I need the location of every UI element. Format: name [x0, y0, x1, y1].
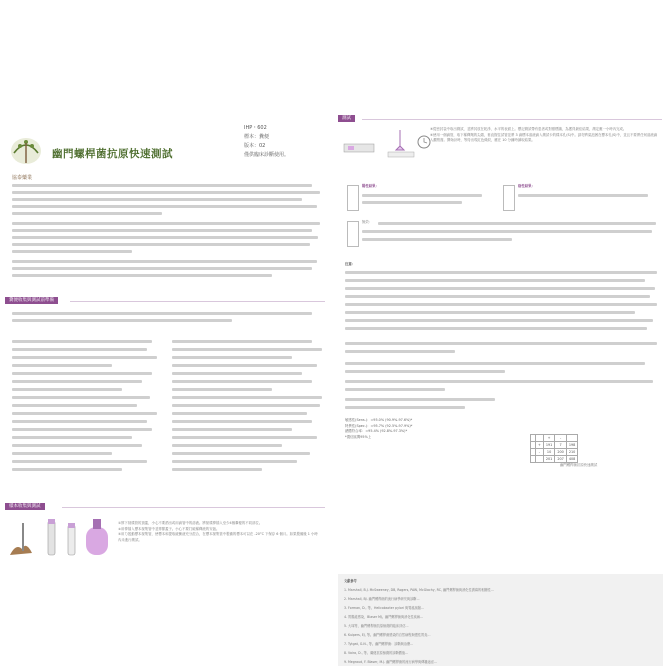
- positive-result-label: 陽性結果：: [362, 184, 379, 188]
- bullet-line: [12, 436, 132, 439]
- bullet-line: [12, 420, 147, 423]
- bullet-line: [12, 452, 112, 455]
- text-line: [12, 250, 132, 253]
- text-line: [345, 350, 455, 353]
- text-line: [362, 194, 482, 197]
- text-line: [345, 303, 657, 306]
- table-cell: 198: [566, 442, 577, 449]
- right-page: [338, 112, 665, 557]
- text-line: [345, 271, 657, 274]
- text-line: [345, 380, 653, 383]
- collection-step: ②用棒插入標本採集管中並擰緊蓋子。小心不要打破稀釋液的安瓿。: [118, 526, 220, 531]
- text-line: [12, 312, 312, 315]
- negative-result-text: [518, 184, 648, 190]
- text-line: [345, 287, 655, 290]
- bullet-line: [172, 372, 302, 375]
- reference-item: 5. 大塚等，幽門螺桿菌抗原檢測的臨床評估...: [344, 624, 409, 628]
- bullet-line: [12, 356, 157, 359]
- text-line: [378, 222, 656, 225]
- bullet-line: [12, 380, 142, 383]
- section-heading-sample-prep: 糞便收集與測試前準備: [5, 297, 58, 304]
- text-line: [345, 319, 653, 322]
- bullet-line: [12, 364, 112, 367]
- bullet-line: [172, 396, 322, 399]
- bullet-line: [12, 428, 152, 431]
- table-cell: 207: [555, 456, 566, 463]
- table-cell: 10: [543, 449, 554, 456]
- left-page: [5, 112, 330, 557]
- text-line: [362, 230, 652, 233]
- invalid-result-cassette-icon: [347, 221, 359, 247]
- bullet-line: [172, 364, 317, 367]
- table-row: [531, 442, 578, 449]
- bullet-line: [172, 412, 307, 415]
- bullet-line: [12, 444, 142, 447]
- table-cell: 408: [566, 456, 577, 463]
- text-line: [345, 279, 645, 282]
- bullet-line: [172, 356, 292, 359]
- collection-steps: [118, 521, 318, 543]
- bullet-line: [172, 444, 282, 447]
- bullet-line: [172, 428, 292, 431]
- bullet-line: [12, 348, 147, 351]
- text-line: [12, 260, 317, 263]
- table-cell: -: [536, 449, 544, 456]
- test-steps: [430, 127, 660, 144]
- text-line: [345, 406, 465, 409]
- notes-heading: 注意：: [345, 262, 356, 266]
- text-line: [345, 362, 645, 365]
- negative-result-label: 陰性結果：: [518, 184, 535, 188]
- bullet-line: [172, 348, 322, 351]
- text-line: [12, 212, 162, 215]
- bullet-line: [12, 460, 147, 463]
- bullet-line: [12, 404, 137, 407]
- specificity-line: 特異性(Spec.)：=95.7% (92.5%-97.9%)*: [345, 423, 413, 428]
- text-line: [362, 201, 462, 204]
- collection-step: ③用力搖動標本採集管，使標本和提取緩衝液充分混合，在標本採集管中製備的標本可以在 -20°C 下保存 6 個月。如果製備後 1 小時內未進行測試。: [118, 532, 318, 542]
- meta-line: 版本：02: [244, 143, 266, 149]
- reference-item: 2. Marshall, BJ. 幽門螺桿菌的流行病學研究與診斷...: [344, 597, 420, 601]
- table-cell: +: [543, 435, 554, 442]
- section-rule: [62, 507, 325, 508]
- bullet-line: [172, 380, 312, 383]
- bullet-line: [12, 412, 157, 415]
- text-line: [12, 229, 312, 232]
- performance-stats: [345, 418, 505, 440]
- bullet-line: [12, 396, 150, 399]
- text-line: [12, 274, 272, 277]
- reference-item: 4. 胃腸道感染，Blaser MJ。幽門螺桿菌與消化性疾病...: [344, 615, 424, 619]
- references-title: 文獻參考: [344, 579, 357, 583]
- text-line: [12, 191, 320, 194]
- text-line: [345, 295, 650, 298]
- bullet-line: [12, 372, 152, 375]
- meta-line: 標本：糞便: [244, 134, 270, 140]
- text-line: [345, 370, 505, 373]
- bullet-line: [172, 340, 312, 343]
- text-line: [345, 311, 635, 314]
- text-line: [362, 238, 512, 241]
- bullet-line: [172, 420, 312, 423]
- text-line: [12, 267, 312, 270]
- text-line: [12, 243, 310, 246]
- bullet-line: [172, 452, 310, 455]
- section-rule: [70, 301, 325, 302]
- table-caption: 幽門螺桿菌抗原快速測試: [560, 463, 598, 467]
- bullet-line: [172, 468, 262, 471]
- table-cell: 200: [555, 449, 566, 456]
- product-meta: [244, 124, 289, 160]
- performance-table: [530, 434, 578, 463]
- sensitivity-line: 敏感性(Sens.)：=95.0% (90.9%-97.6%)*: [345, 418, 413, 422]
- test-procedure-illustration: [342, 128, 432, 160]
- reference-item: 6. Kuipers, EJ, 等。幽門螺桿菌感染的自然病程與慢性胃炎...: [344, 633, 431, 637]
- table-cell: [536, 456, 544, 463]
- text-line: [12, 236, 318, 239]
- page-title: 幽門螺桿菌抗原快速測試: [52, 148, 173, 160]
- table-cell: 210: [566, 449, 577, 456]
- reference-item: 9. Megraud, F. Blaser, M.J. 幽門螺桿菌的流行病學與傳播途徑...: [344, 660, 438, 664]
- text-line: [345, 398, 495, 401]
- bullet-line: [172, 388, 272, 391]
- section-rule: [362, 119, 662, 120]
- text-line: [12, 319, 232, 322]
- collection-step: ①擰下採樣管的頂蓋，小心不要洒出或用滴管中的溶液。將採樣棒插入至少4個糞便的不同部位。: [118, 521, 263, 525]
- table-row: [531, 449, 578, 456]
- table-cell: 191: [543, 442, 554, 449]
- meta-line: 僅供臨床診斷使用。: [244, 152, 290, 158]
- test-step: ⑥使用一個滴管，取下稀釋劑的尖端，垂直握住試管並將 3 滴標本溶液滴入測試卡的樣本孔(S)中。請勿將氣泡困在標本孔(S)中，並且不要將任何溶液滴入觀察窗。開始計時，等待出現紅色條紋，應在 10 分鐘時讀取結果。: [430, 132, 658, 143]
- text-line: [12, 184, 312, 187]
- bullet-line: [172, 404, 320, 407]
- reference-item: 3. Forman, D., 等。Helicobacter pylori 與胃癌風險...: [344, 606, 424, 610]
- section-heading-test: 測試: [338, 115, 355, 122]
- text-line: [12, 222, 320, 225]
- sample-collection-illustration: [8, 515, 113, 561]
- test-step: ⑤從密封袋中取出測試，並將其放在乾淨、水平的表面上。標記測試帶有患者或對照標識，為獲得最佳結果，測定應一小時內完成。: [430, 127, 627, 131]
- table-cell: +: [536, 442, 544, 449]
- table-cell: 201: [543, 456, 554, 463]
- section-heading-sample-collection: 樣本收集與測試: [5, 503, 45, 510]
- table-row: [531, 456, 578, 463]
- text-line: [345, 327, 647, 330]
- table-cell: [536, 435, 544, 442]
- bullet-line: [12, 340, 152, 343]
- text-line: [518, 194, 648, 197]
- meta-line: IHP・602: [244, 125, 267, 131]
- confidence-note: *置信區間95%上: [345, 434, 372, 439]
- text-line: [12, 205, 317, 208]
- text-line: [345, 342, 657, 345]
- negative-result-cassette-icon: [503, 185, 515, 211]
- invalid-result-label: 無效：: [362, 220, 373, 224]
- positive-result-cassette-icon: [347, 185, 359, 211]
- text-line: [345, 388, 445, 391]
- table-cell: -: [555, 435, 566, 442]
- text-line: [12, 198, 302, 201]
- table-row: [531, 435, 578, 442]
- accuracy-line: 總體符合率：=95.4% (92.8%-97.3%)*: [345, 429, 408, 434]
- bullet-line: [12, 388, 122, 391]
- reference-item: 8. Vaira, D., 等。糞便抗原檢測的診斷價值...: [344, 651, 409, 655]
- brand-name: 協泰藥業: [12, 175, 33, 181]
- bullet-line: [172, 436, 317, 439]
- bullet-line: [172, 460, 297, 463]
- herb-logo-icon: [8, 133, 44, 175]
- reference-item: 1. Marshall, B.J. McSweeney, DB, Rogers, PAW, McGlachy, RC, 幽門螺桿菌與消化性潰瘍的相關性...: [344, 588, 494, 592]
- table-cell: 7: [555, 442, 566, 449]
- table-cell: [566, 435, 577, 442]
- bullet-line: [12, 468, 122, 471]
- positive-result-text: [362, 184, 492, 190]
- reference-item: 7. Tytgat, G.N., 等。幽門螺桿菌：診斷與治療...: [344, 642, 414, 646]
